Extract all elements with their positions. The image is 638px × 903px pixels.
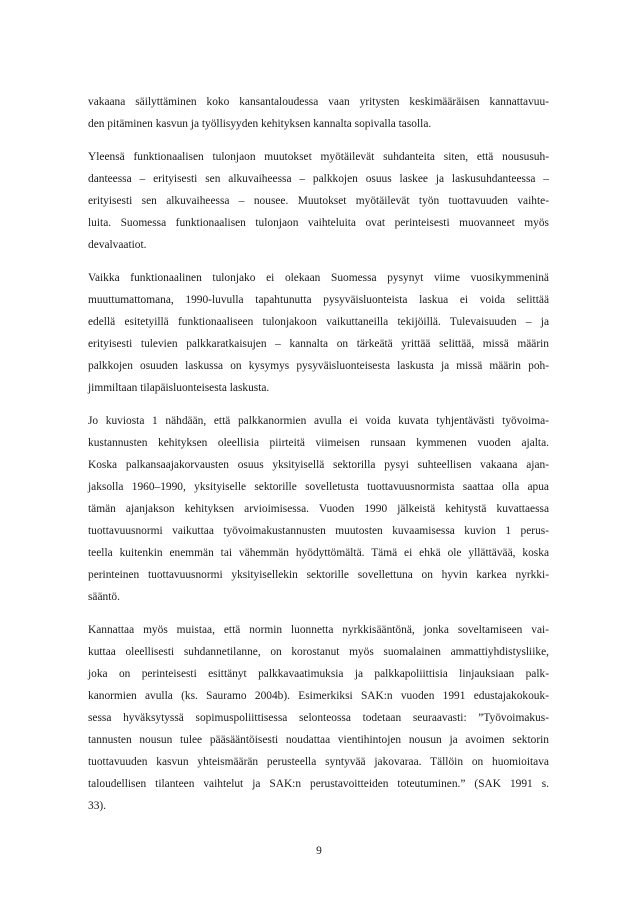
text-line: taloudellisen tilanteen vaihtelut ja SAK:n perustavoitteiden toteutuminen.” (SAK 1991 s. <box>88 778 549 790</box>
text-line: palkkojen osuuden laskussa on kysymys pysyväisluonteisesta laskusta ja missä määrin poh- <box>88 360 549 372</box>
text-line: teella kuitenkin enemmän tai vähemmän hyödyttömältä. Tämä ei ehkä ole yllättävää, koska <box>88 547 549 559</box>
text-line: tuottavuuden kasvun yhteismäärän perusteella syntyvää jakovaraa. Tällöin on huomioitava <box>88 756 549 768</box>
text-line: devalvaatiot. <box>88 239 147 251</box>
paragraph-2 <box>88 146 549 256</box>
text-line: erityisesti sen alkuvaiheessa – nousee. Muutokset myötäilevät työn tuottavuuden vaihte- <box>88 195 549 207</box>
text-line: Vaikka funktionaalinen tulonjako ei olekaan Suomessa pysynyt viime vuosikymmeninä <box>88 272 549 284</box>
document-body <box>88 91 549 828</box>
text-line: tämän ajanjakson kehityksen arvioimisessa. Vuoden 1990 jälkeistä kehitystä kuvattaessa <box>88 503 549 515</box>
paragraph-4 <box>88 410 549 608</box>
text-line: kustannusten kehityksen oleellisia piirteitä viimeisen runsaan kymmenen vuoden ajalta. <box>88 437 549 449</box>
text-line: perinteinen tuottavuusnormi yksityisellekin sektorille sovellettuna on hyvin karkea nyrkki- <box>88 569 549 581</box>
text-line: muuttumattomana, 1990-luvulla tapahtunutta pysyväisluonteista laskua ei voida selittää <box>88 294 549 306</box>
text-line: erityisesti tulevien palkkaratkaisujen – kannalta on tärkeätä yrittää selittää, missä määrin <box>88 338 549 350</box>
page-number: 9 <box>316 845 322 857</box>
paragraph-1 <box>88 91 549 135</box>
text-line: sessa hyväksytyssä sopimuspoliittisessa selonteossa todetaan seuraavasti: ”Työvoimakus- <box>88 712 549 724</box>
paragraph-5 <box>88 619 549 817</box>
paragraph-3 <box>88 267 549 399</box>
text-line: danteessa – erityisesti sen alkuvaiheessa – palkkojen osuus laskee ja laskusuhdanteessa – <box>88 173 549 185</box>
text-line: den pitäminen kasvun ja työllisyyden kehityksen kannalta sopivalla tasolla. <box>88 118 432 130</box>
text-line: jaksolla 1960–1990, yksityiselle sektorille sovelletusta tuottavuusnormista saattaa olla apua <box>88 481 549 493</box>
text-line: luita. Suomessa funktionaalisen tulonjaon vaihteluita ovat perinteisesti muovanneet myös <box>88 217 549 229</box>
text-line: kuttaa oleellisesti suhdannetilanne, on korostanut myös suomalainen ammattiyhdistysliike, <box>88 646 549 658</box>
text-line: joka on perinteisesti esittänyt palkkavaatimuksia ja palkkapoliittisia linjauksiaan palk- <box>88 668 549 680</box>
text-line: jimmiltaan tilapäisluonteisesta laskusta. <box>88 382 270 394</box>
text-line: 33). <box>88 800 107 812</box>
text-line: Jo kuviosta 1 nähdään, että palkkanormien avulla ei voida kuvata tyhjentävästi työvoima- <box>88 415 549 427</box>
text-line: tannusten nousun tulee pääsääntöisesti noudattaa vientihintojen nousun ja avoimen sektorin <box>88 734 549 746</box>
text-line: Yleensä funktionaalisen tulonjaon muutokset myötäilevät suhdanteita siten, että noususuh- <box>88 151 549 163</box>
text-line: tuottavuusnormi vaikuttaa työvoimakustannusten muutosten kuvaamisessa kuvion 1 perus- <box>88 525 549 537</box>
text-line: vakaana säilyttäminen koko kansantaloudessa vaan yritysten keskimääräisen kannattavuu- <box>88 96 549 108</box>
text-line: Koska palkansaajakorvausten osuus yksityisellä sektorilla pysyi suhteellisen vakaana ajan- <box>88 459 549 471</box>
text-line: sääntö. <box>88 591 120 603</box>
text-line: Kannattaa myös muistaa, että normin luonnetta nyrkkisääntönä, jonka soveltamiseen vai- <box>88 624 549 636</box>
text-line: edellä esitetyillä funktionaaliseen tulonjakoon vaikuttaneilla tekijöillä. Tulevaisuuden – ja <box>88 316 549 328</box>
text-line: kanormien avulla (ks. Sauramo 2004b). Esimerkiksi SAK:n vuoden 1991 edustajakokouk- <box>88 690 549 702</box>
